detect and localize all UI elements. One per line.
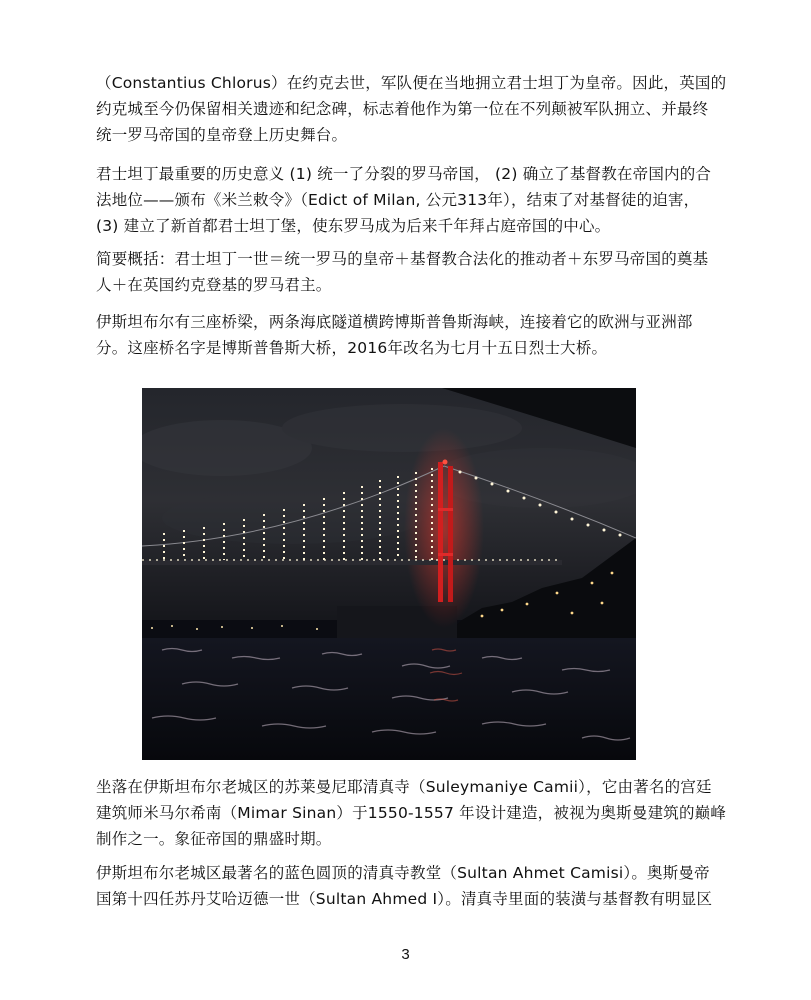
tower-leg-right xyxy=(448,466,453,602)
text-line: 伊斯坦布尔老城区最著名的蓝色圆顶的清真寺教堂（Sultan Ahmet Camisi）。奥斯曼帝 xyxy=(96,864,710,882)
paragraph-blue-mosque xyxy=(96,860,721,912)
text-line: (3) 建立了新首都君士坦丁堡，使东罗马成为后来千年拜占庭帝国的中心。 xyxy=(96,217,611,235)
text-line: 坐落在伊斯坦布尔老城区的苏莱曼尼耶清真寺（Suleymaniye Camii），它由著名的宫廷 xyxy=(96,778,712,796)
bosphorus-bridge-photo xyxy=(142,388,636,760)
text-line: 简要概括：君士坦丁一世＝统一罗马的皇帝＋基督教合法化的推动者＋东罗马帝国的奠基 xyxy=(96,250,709,268)
text-line: 伊斯坦布尔有三座桥梁，两条海底隧道横跨博斯普鲁斯海峡，连接着它的欧洲与亚洲部 xyxy=(96,313,693,331)
paragraph-bridges xyxy=(96,309,721,361)
text-line: 建筑师米马尔希南（Mimar Sinan）于1550-1557 年设计建造，被视为奥斯曼建筑的巅峰 xyxy=(96,804,727,822)
tower-crossbeam xyxy=(438,508,453,511)
page-number: 3 xyxy=(401,946,410,963)
text-line: 君士坦丁最重要的历史意义 (1) 统一了分裂的罗马帝国， (2) 确立了基督教在帝国内的合 xyxy=(96,165,712,183)
paragraph-significance xyxy=(96,161,721,239)
paragraph-summary xyxy=(96,246,721,298)
tower-top-light xyxy=(443,460,448,465)
text-line: （Constantius Chlorus）在约克去世，军队便在当地拥立君士坦丁为皇帝。因此，英国的 xyxy=(96,74,727,92)
paragraph-suleymaniye xyxy=(96,774,727,852)
text-line: 国第十四任苏丹艾哈迈德一世（Sultan Ahmed I）。清真寺里面的装潢与基督教有明显区 xyxy=(96,890,713,908)
text-line: 制作之一。象征帝国的鼎盛时期。 xyxy=(96,830,332,848)
tower-leg-left xyxy=(438,462,443,602)
text-line: 统一罗马帝国的皇帝登上历史舞台。 xyxy=(96,126,348,144)
text-line: 法地位——颁布《米兰敕令》（Edict of Milan, 公元313年），结束了对基督徒的迫害， xyxy=(96,191,700,209)
paragraph-constantius xyxy=(96,70,727,148)
bridge-deck xyxy=(142,560,562,565)
text-line: 约克城至今仍保留相关遗迹和纪念碑，标志着他作为第一位在不列颠被军队拥立、并最终 xyxy=(96,100,709,118)
text-line: 分。这座桥名字是博斯普鲁斯大桥，2016年改名为七月十五日烈士大桥。 xyxy=(96,339,608,357)
tower-crossbeam xyxy=(438,553,453,556)
text-line: 人＋在英国约克登基的罗马君主。 xyxy=(96,276,332,294)
water xyxy=(142,638,636,760)
